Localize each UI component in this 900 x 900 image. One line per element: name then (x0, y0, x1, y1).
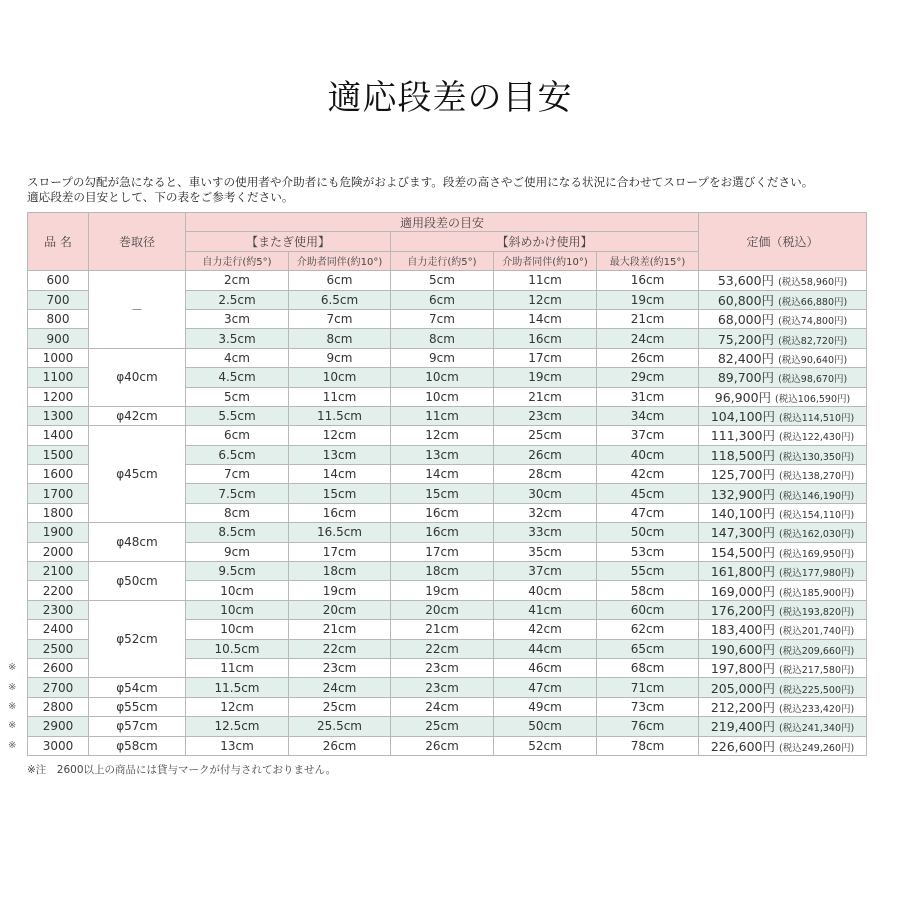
price-value: 111,300円 (710, 428, 776, 444)
cell-price (699, 600, 867, 619)
cell-slope-assist: 46cm (494, 658, 597, 677)
intro-line-1: スロープの勾配が急になると、車いすの使用者や介助者にも危険がおよびます。段差の高さやご使用になる状況に合わせてスロープをお選びください。 (27, 175, 814, 189)
price-value: 190,600円 (710, 641, 776, 657)
table-body (28, 271, 867, 756)
cell-slope-max: 37cm (597, 426, 699, 445)
cell-slope-self: 16cm (391, 503, 494, 522)
cell-straddle-self: 9.5cm (186, 562, 289, 581)
cell-slope-assist: 25cm (494, 426, 597, 445)
cell-price (699, 406, 867, 425)
rental-mark-note: ※ (8, 739, 17, 751)
cell-price (699, 581, 867, 600)
price-tax-included: (税込177,980円) (779, 568, 855, 580)
cell-reel-diameter: φ57cm (89, 717, 186, 736)
cell-straddle-assist: 12cm (289, 426, 391, 445)
price-tax-included: (税込98,670円) (778, 374, 848, 386)
header-max-15deg: 最大段差(約15°) (597, 251, 699, 270)
cell-price (699, 387, 867, 406)
cell-model: 700 (28, 290, 89, 309)
cell-slope-assist: 50cm (494, 717, 597, 736)
cell-model: 1800 (28, 503, 89, 522)
cell-straddle-self: 10.5cm (186, 639, 289, 658)
cell-model: 2400 (28, 620, 89, 639)
cell-slope-self: 9cm (391, 348, 494, 367)
cell-price (699, 717, 867, 736)
cell-reel-diameter: φ45cm (89, 426, 186, 523)
cell-straddle-self: 13cm (186, 736, 289, 755)
cell-slope-self: 19cm (391, 581, 494, 600)
cell-slope-self: 18cm (391, 562, 494, 581)
price-tax-included: (税込122,430円) (779, 432, 855, 444)
cell-model: 2200 (28, 581, 89, 600)
header-reel-diameter: 巻取径 (89, 213, 186, 271)
cell-straddle-self: 12.5cm (186, 717, 289, 736)
header-straddle-use: 【またぎ使用】 (186, 232, 391, 251)
cell-price (699, 290, 867, 309)
cell-straddle-self: 6.5cm (186, 445, 289, 464)
cell-straddle-assist: 8cm (289, 329, 391, 348)
cell-straddle-self: 4cm (186, 348, 289, 367)
price-tax-included: (税込233,420円) (779, 703, 855, 715)
cell-slope-max: 34cm (597, 406, 699, 425)
cell-model: 1400 (28, 426, 89, 445)
cell-slope-max: 71cm (597, 678, 699, 697)
cell-straddle-assist: 25cm (289, 697, 391, 716)
intro-text (27, 175, 897, 205)
cell-slope-max: 21cm (597, 309, 699, 328)
cell-straddle-self: 3cm (186, 309, 289, 328)
table-row (28, 600, 867, 619)
cell-slope-assist: 33cm (494, 523, 597, 542)
cell-price (699, 271, 867, 290)
price-value: 118,500円 (710, 447, 776, 463)
cell-slope-max: 50cm (597, 523, 699, 542)
cell-slope-max: 68cm (597, 658, 699, 677)
cell-price (699, 639, 867, 658)
cell-straddle-self: 10cm (186, 600, 289, 619)
cell-price (699, 368, 867, 387)
cell-slope-assist: 41cm (494, 600, 597, 619)
cell-slope-max: 62cm (597, 620, 699, 639)
cell-slope-assist: 11cm (494, 271, 597, 290)
cell-slope-self: 24cm (391, 697, 494, 716)
cell-model: 3000 (28, 736, 89, 755)
cell-price (699, 697, 867, 716)
price-tax-included: (税込90,640円) (778, 354, 848, 366)
cell-slope-max: 24cm (597, 329, 699, 348)
cell-slope-self: 12cm (391, 426, 494, 445)
cell-straddle-assist: 11.5cm (289, 406, 391, 425)
cell-slope-max: 58cm (597, 581, 699, 600)
cell-slope-max: 19cm (597, 290, 699, 309)
header-slope-use: 【斜めかけ使用】 (391, 232, 699, 251)
cell-straddle-self: 6cm (186, 426, 289, 445)
price-value: 219,400円 (710, 719, 776, 735)
cell-price (699, 329, 867, 348)
price-value: 183,400円 (710, 622, 776, 638)
price-value: 212,200円 (710, 699, 776, 715)
price-tax-included: (税込162,030円) (779, 529, 855, 541)
price-value: 60,800円 (717, 292, 775, 308)
cell-slope-assist: 37cm (494, 562, 597, 581)
cell-reel-diameter: φ50cm (89, 562, 186, 601)
price-tax-included: (税込130,350円) (779, 451, 855, 463)
price-tax-included: (税込169,950円) (779, 548, 855, 560)
cell-straddle-self: 7cm (186, 465, 289, 484)
cell-slope-assist: 21cm (494, 387, 597, 406)
cell-model: 1200 (28, 387, 89, 406)
price-tax-included: (税込249,260円) (779, 742, 855, 754)
cell-slope-max: 65cm (597, 639, 699, 658)
cell-straddle-self: 11cm (186, 658, 289, 677)
cell-model: 1500 (28, 445, 89, 464)
cell-straddle-assist: 22cm (289, 639, 391, 658)
table-row (28, 697, 867, 716)
cell-slope-max: 16cm (597, 271, 699, 290)
cell-price (699, 465, 867, 484)
price-value: 226,600円 (710, 738, 776, 754)
table-row (28, 678, 867, 697)
price-value: 154,500円 (710, 544, 776, 560)
cell-model: 2100 (28, 562, 89, 581)
cell-price (699, 542, 867, 561)
cell-slope-assist: 23cm (494, 406, 597, 425)
cell-straddle-self: 3.5cm (186, 329, 289, 348)
cell-straddle-assist: 19cm (289, 581, 391, 600)
cell-model: 2900 (28, 717, 89, 736)
cell-model: 800 (28, 309, 89, 328)
cell-slope-self: 23cm (391, 658, 494, 677)
cell-straddle-assist: 13cm (289, 445, 391, 464)
cell-price (699, 523, 867, 542)
cell-slope-assist: 28cm (494, 465, 597, 484)
table-row (28, 717, 867, 736)
cell-slope-max: 26cm (597, 348, 699, 367)
cell-price (699, 736, 867, 755)
price-tax-included: (税込66,880円) (778, 296, 848, 308)
cell-slope-assist: 52cm (494, 736, 597, 755)
price-tax-included: (税込154,110円) (779, 510, 855, 522)
rental-mark-note: ※ (8, 662, 17, 674)
cell-model: 2600 (28, 658, 89, 677)
cell-straddle-self: 8.5cm (186, 523, 289, 542)
cell-slope-self: 11cm (391, 406, 494, 425)
cell-reel-diameter: － (89, 271, 186, 349)
cell-straddle-assist: 7cm (289, 309, 391, 328)
price-value: 75,200円 (717, 331, 775, 347)
cell-slope-assist: 35cm (494, 542, 597, 561)
price-value: 96,900円 (714, 389, 772, 405)
cell-reel-diameter: φ52cm (89, 600, 186, 678)
cell-model: 1000 (28, 348, 89, 367)
price-tax-included: (税込146,190円) (779, 490, 855, 502)
cell-slope-max: 45cm (597, 484, 699, 503)
cell-price (699, 445, 867, 464)
cell-model: 1300 (28, 406, 89, 425)
header-model: 品 名 (28, 213, 89, 271)
cell-price (699, 426, 867, 445)
price-value: 132,900円 (710, 486, 776, 502)
cell-slope-self: 17cm (391, 542, 494, 561)
cell-model: 1600 (28, 465, 89, 484)
cell-price (699, 503, 867, 522)
price-value: 89,700円 (717, 370, 775, 386)
rental-mark-note: ※ (8, 700, 17, 712)
price-tax-included: (税込114,510円) (779, 413, 855, 425)
price-tax-included: (税込138,270円) (779, 471, 855, 483)
price-tax-included: (税込209,660円) (779, 645, 855, 657)
cell-slope-assist: 32cm (494, 503, 597, 522)
table-row (28, 562, 867, 581)
cell-model: 1900 (28, 523, 89, 542)
cell-slope-self: 10cm (391, 368, 494, 387)
cell-straddle-assist: 16cm (289, 503, 391, 522)
cell-reel-diameter: φ58cm (89, 736, 186, 755)
cell-reel-diameter: φ42cm (89, 406, 186, 425)
cell-straddle-self: 8cm (186, 503, 289, 522)
price-value: 147,300円 (710, 525, 776, 541)
cell-straddle-self: 10cm (186, 581, 289, 600)
cell-slope-self: 15cm (391, 484, 494, 503)
cell-slope-max: 60cm (597, 600, 699, 619)
cell-price (699, 309, 867, 328)
price-tax-included: (税込241,340円) (779, 723, 855, 735)
cell-reel-diameter: φ48cm (89, 523, 186, 562)
price-value: 176,200円 (710, 603, 776, 618)
price-tax-included: (税込58,960円) (778, 277, 848, 289)
price-tax-included: (税込185,900円) (779, 587, 855, 599)
rental-mark-note: ※ (8, 720, 17, 732)
cell-straddle-assist: 14cm (289, 465, 391, 484)
table-row (28, 271, 867, 290)
header-assist-10deg: 介助者同伴(約10°) (289, 251, 391, 270)
cell-price (699, 562, 867, 581)
cell-slope-self: 13cm (391, 445, 494, 464)
price-value: 169,000円 (710, 583, 776, 599)
cell-reel-diameter: φ55cm (89, 697, 186, 716)
footnote: ※注 2600以上の商品には貸与マークが付与されておりません。 (27, 764, 337, 776)
cell-slope-assist: 44cm (494, 639, 597, 658)
cell-slope-self: 7cm (391, 309, 494, 328)
cell-slope-max: 78cm (597, 736, 699, 755)
price-tax-included: (税込225,500円) (779, 684, 855, 696)
cell-straddle-assist: 9cm (289, 348, 391, 367)
cell-straddle-self: 12cm (186, 697, 289, 716)
cell-straddle-self: 10cm (186, 620, 289, 639)
table-header (28, 213, 867, 271)
cell-slope-max: 73cm (597, 697, 699, 716)
price-value: 82,400円 (717, 350, 775, 366)
cell-slope-assist: 26cm (494, 445, 597, 464)
cell-model: 2000 (28, 542, 89, 561)
cell-slope-self: 16cm (391, 523, 494, 542)
cell-slope-self: 23cm (391, 678, 494, 697)
cell-slope-assist: 30cm (494, 484, 597, 503)
cell-slope-self: 14cm (391, 465, 494, 484)
price-tax-included: (税込106,590円) (775, 393, 851, 405)
cell-slope-max: 76cm (597, 717, 699, 736)
cell-slope-max: 40cm (597, 445, 699, 464)
price-tax-included: (税込217,580円) (779, 665, 855, 677)
price-value: 161,800円 (710, 564, 776, 580)
cell-slope-assist: 19cm (494, 368, 597, 387)
price-value: 140,100円 (710, 506, 776, 522)
step-guide-table (27, 212, 867, 756)
cell-straddle-assist: 16.5cm (289, 523, 391, 542)
cell-straddle-self: 5.5cm (186, 406, 289, 425)
table-row (28, 523, 867, 542)
cell-slope-assist: 17cm (494, 348, 597, 367)
cell-straddle-self: 11.5cm (186, 678, 289, 697)
cell-straddle-assist: 20cm (289, 600, 391, 619)
cell-slope-max: 29cm (597, 368, 699, 387)
cell-straddle-assist: 24cm (289, 678, 391, 697)
cell-price (699, 620, 867, 639)
cell-straddle-assist: 21cm (289, 620, 391, 639)
price-value: 53,600円 (717, 273, 775, 289)
price-tax-included: (税込82,720円) (778, 335, 848, 347)
cell-price (699, 484, 867, 503)
cell-price (699, 348, 867, 367)
cell-slope-max: 53cm (597, 542, 699, 561)
cell-slope-self: 22cm (391, 639, 494, 658)
price-tax-included: (税込193,820円) (779, 607, 855, 618)
price-value: 125,700円 (710, 467, 776, 483)
price-tax-included: (税込74,800円) (778, 316, 848, 328)
cell-slope-assist: 12cm (494, 290, 597, 309)
cell-straddle-self: 9cm (186, 542, 289, 561)
cell-slope-assist: 42cm (494, 620, 597, 639)
cell-slope-self: 20cm (391, 600, 494, 619)
cell-model: 900 (28, 329, 89, 348)
cell-straddle-assist: 6cm (289, 271, 391, 290)
cell-slope-max: 31cm (597, 387, 699, 406)
cell-price (699, 678, 867, 697)
cell-slope-self: 10cm (391, 387, 494, 406)
cell-slope-assist: 16cm (494, 329, 597, 348)
cell-straddle-self: 2cm (186, 271, 289, 290)
cell-model: 600 (28, 271, 89, 290)
cell-straddle-self: 5cm (186, 387, 289, 406)
cell-slope-self: 5cm (391, 271, 494, 290)
header-assist-10deg-slope: 介助者同伴(約10°) (494, 251, 597, 270)
cell-slope-self: 8cm (391, 329, 494, 348)
cell-straddle-assist: 6.5cm (289, 290, 391, 309)
intro-line-2: 適応段差の目安として、下の表をご参考ください。 (27, 190, 294, 204)
cell-slope-self: 25cm (391, 717, 494, 736)
cell-slope-assist: 14cm (494, 309, 597, 328)
cell-straddle-self: 4.5cm (186, 368, 289, 387)
cell-slope-assist: 49cm (494, 697, 597, 716)
cell-straddle-assist: 23cm (289, 658, 391, 677)
price-value: 205,000円 (710, 680, 776, 696)
cell-model: 1100 (28, 368, 89, 387)
price-value: 68,000円 (717, 312, 775, 328)
table-row (28, 426, 867, 445)
table-row (28, 406, 867, 425)
cell-slope-assist: 40cm (494, 581, 597, 600)
cell-reel-diameter: φ54cm (89, 678, 186, 697)
price-tax-included: (税込201,740円) (779, 626, 855, 638)
table-row (28, 348, 867, 367)
cell-straddle-self: 2.5cm (186, 290, 289, 309)
cell-model: 1700 (28, 484, 89, 503)
cell-slope-assist: 47cm (494, 678, 597, 697)
cell-straddle-self: 7.5cm (186, 484, 289, 503)
cell-model: 2700 (28, 678, 89, 697)
cell-slope-max: 42cm (597, 465, 699, 484)
cell-slope-max: 47cm (597, 503, 699, 522)
cell-straddle-assist: 10cm (289, 368, 391, 387)
page-title: 適応段差の目安 (327, 78, 573, 118)
cell-straddle-assist: 26cm (289, 736, 391, 755)
price-value: 104,100円 (710, 409, 776, 425)
cell-slope-self: 6cm (391, 290, 494, 309)
header-price: 定価（税込） (699, 213, 867, 271)
cell-straddle-assist: 25.5cm (289, 717, 391, 736)
header-step-guide: 適用段差の目安 (186, 213, 699, 232)
header-self-5deg-slope: 自力走行(約5°) (391, 251, 494, 270)
cell-price (699, 658, 867, 677)
cell-slope-self: 26cm (391, 736, 494, 755)
header-self-5deg: 自力走行(約5°) (186, 251, 289, 270)
cell-straddle-assist: 11cm (289, 387, 391, 406)
cell-model: 2800 (28, 697, 89, 716)
price-value: 197,800円 (710, 661, 776, 677)
cell-model: 2500 (28, 639, 89, 658)
cell-straddle-assist: 17cm (289, 542, 391, 561)
cell-slope-self: 21cm (391, 620, 494, 639)
cell-slope-max: 55cm (597, 562, 699, 581)
table-row (28, 736, 867, 755)
rental-mark-note: ※ (8, 681, 17, 693)
cell-straddle-assist: 18cm (289, 562, 391, 581)
cell-reel-diameter: φ40cm (89, 348, 186, 406)
cell-straddle-assist: 15cm (289, 484, 391, 503)
cell-model: 2300 (28, 600, 89, 619)
